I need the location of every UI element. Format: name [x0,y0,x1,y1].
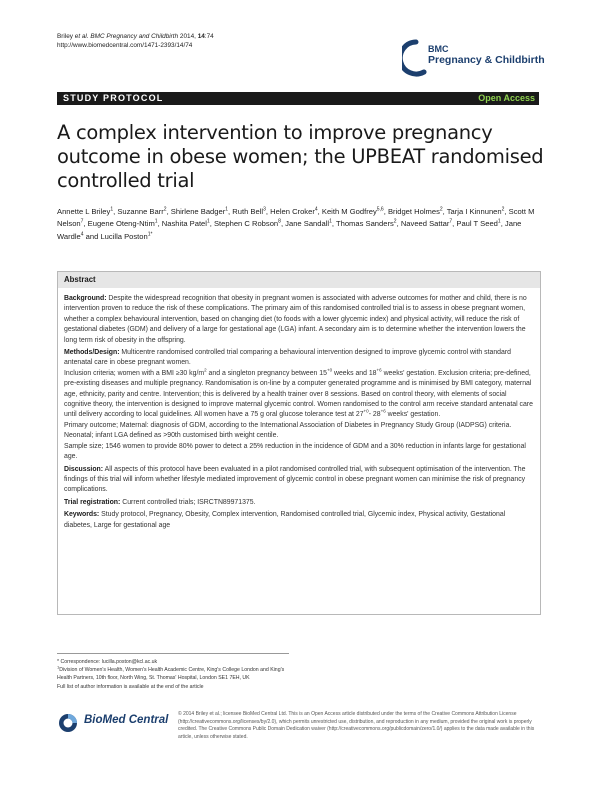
running-header [57,32,214,50]
citation-line [57,32,214,41]
journal-name-bmc: BMC [428,44,449,54]
author-name: Nashita Patel [161,219,207,229]
inclusion-text-d: weeks' gestation. Exclusion criteria; pre-defined, pre-existing diseases and multiple pregnancy. Randomisation is on-line by a computer generated programme and is minimised by BMI category, maternal age, ethnicity, parity and centre. Intervention; this is delivered by a health trainer over 8 sessions. Based on control theory, with elements of social cognitive theory, the intervention is designed to improve maternal glycemic control. Women randomised to the control arm receive standard antenatal care until delivery according to local guidelines. All women have a 75 g oral glucose tolerance test at 27 [64,369,533,419]
publisher-name: BioMed Central [84,714,169,726]
article-type: STUDY PROTOCOL [63,93,164,103]
journal-name [428,44,545,67]
author-name: Stephen C Robson [213,219,279,229]
affiliation-sup: 1 [57,664,60,670]
abstract-sample-size: Sample size; 1546 women to provide 80% power to detect a 25% reduction in the incidence of GDM and a 30% reduction in infants large for gestational age. [64,442,526,461]
author-affiliation-sup: 2 [439,206,443,213]
discussion-text: All aspects of this protocol have been evaluated in a pilot randomised controlled trial, with subsequent optimisation of the intervention. The findings of this trial will inform whether lifestyle mediated improvement of glycemic control in obese pregnant women can minimise the risk of pregnancy complications. [64,465,526,494]
author-affiliation-sup: 3 [263,206,266,213]
inclusion-sup: +0 [363,409,369,415]
author-name: Keith M Godfrey [321,207,377,216]
inclusion-text-f: weeks' gestation. [385,411,441,419]
author-affiliation-sup: 7 [449,218,453,225]
author-affiliation-sup: 5,6 [376,206,384,213]
author-name: Shirlene Badger [170,207,226,216]
author-name: Lucilla Poston [100,231,148,241]
keywords-text: Study protocol, Pregnancy, Obesity, Complex intervention, Randomised controlled trial, Glycemic index, Physical activity, Gestational diabetes, Large for gestational age [64,511,506,529]
abstract-discussion [64,465,534,496]
author-name: Helen Croker [270,207,315,216]
trial-text: Current controlled trials; ISRCTN89971375. [120,498,256,506]
author-affiliation-sup: 4 [80,231,84,238]
abstract-body [64,294,534,533]
abstract-heading: Abstract [64,275,96,284]
inclusion-sup: +0 [326,367,333,373]
author-affiliation-sup: 1 [497,218,501,225]
author-name: Paul T Seed [456,219,498,229]
abstract-box [57,271,541,615]
keywords-label: Keywords: [64,511,100,519]
abstract-background [64,294,534,346]
author-name: Tarja I Kinnunen [446,207,502,216]
full-list-note: Full list of author information is available at the end of the article [57,683,204,690]
footnote [57,658,297,691]
author-affiliation-sup: 1 [329,218,332,225]
methods-text: Multicentre randomised controlled trial comparing a behavioural intervention designed to improve glycemic control with standard antenatal care in obese pregnant women. [64,349,511,367]
author-name: Thomas Sanders [335,219,394,229]
author-name: Jane Sandall [285,219,330,229]
citation-journal: et al. BMC Pregnancy and Childbirth [74,33,179,40]
author-name: Naveed Sattar [400,219,450,229]
inclusion-text-a: Inclusion criteria; women with a BMI ≥30 kg/m [64,369,205,377]
abstract-keywords [64,510,534,531]
article-title: A complex intervention to improve pregnancy outcome in obese women; the UPBEAT randomised controlled trial [57,121,544,192]
footnote-divider [57,653,289,654]
author-affiliation-sup: 1 [225,206,229,213]
correspondence-email[interactable]: * Correspondence: lucilla.poston@kcl.ac.uk [57,659,158,665]
author-name: Scott M Nelson [57,207,535,229]
citation-authors: Briley [57,33,75,40]
abstract-trial-registration [64,498,534,508]
author-affiliation-sup: 1 [154,218,158,225]
citation-year: 2014, [178,33,198,40]
open-access-badge: Open Access [478,93,535,103]
inclusion-sup: +6 [380,409,386,415]
affiliation-text: Division of Women's Health, Women's Health Academic Centre, King's College London and King's Health Partners, 10th floor, North Wing, St. Thomas' Hospital, London SE1 7EH, UK [57,667,285,682]
section-banner [57,92,539,105]
background-label: Background: [64,295,107,302]
inclusion-sup: 2 [204,367,207,373]
author-affiliation-sup: 4 [314,206,318,213]
author-list: Annette L Briley$^1$, Suzanne Barr$^2$, Shirlene Badger$^1$, Ruth Bell$^3$, Helen Croker$^4$, Keith M Godfrey$^{5,6}$, Bridget Holmes$^2$, Tarja I Kinnunen$^2$, Scott M Nelson$^7$, Eugene Oteng-Ntim$^1$, Nashita Patel$^1$, Stephen C Robson$^8$, Jane Sandall$^1$, Thomas Sanders$^2$, Naveed Sattar$^7$, Paul T Seed$^1$, Jane Wardle$^4$ and Lucilla Poston$^{1*}$ [57,206,535,241]
author-affiliation-sup: 2 [163,206,167,213]
author-affiliation-sup: 8 [278,218,281,225]
abstract-header [58,272,540,288]
author-affiliation-sup: 2 [393,218,397,225]
trial-label: Trial registration: [64,498,121,506]
abstract-methods [64,348,534,369]
methods-label: Methods/Design: [64,349,120,357]
author-affiliation-sup: 1 [206,218,210,225]
author-name: Bridget Holmes [387,207,440,216]
author-affiliation-sup: 1 [110,206,114,213]
author-affiliation-sup: 2 [501,206,505,213]
author-name: Ruth Bell [232,207,264,216]
author-name: Eugene Oteng-Ntim [87,219,155,229]
author-affiliation-sup: 7 [80,218,84,225]
affiliation [57,666,297,682]
discussion-label: Discussion: [64,465,104,473]
author-affiliation-sup: 1* [147,231,153,238]
inclusion-text-c: weeks and 18 [332,369,377,377]
inclusion-text-e: - 28 [368,411,381,419]
inclusion-text-b: and a singleton pregnancy between 15 [206,369,327,377]
citation-page: :74 [204,33,214,40]
abstract-primary-outcome: Primary outcome; Maternal: diagnosis of GDM, according to the International Association of Diabetes in Pregnancy Study Group (IADPSG) criteria. Neonatal; infant LGA defined as >90th customised birth weight centile. [64,421,512,440]
license-text: © 2014 Briley et al.; licensee BioMed Central Ltd. This is an Open Access article distributed under the terms of the Creative Commons Attribution License (http://creativecommons.org/licenses/by/2.0), which permits unrestricted use, distribution, and reproduction in any medium, provided the original work is properly credited. The Creative Commons Public Domain Dedication waiver (http://creativecommons.org/publicdomain/zero/1.0/) applies to the data made available in this article, unless otherwise stated. [178,711,535,740]
article-url[interactable]: http://www.biomedcentral.com/1471-2393/14/74 [57,42,193,49]
abstract-inclusion [64,369,534,421]
author-name: Jane Wardle [57,219,522,241]
inclusion-sup: +6 [376,367,382,373]
citation-volume: 14 [197,33,205,40]
author-name: Annette L Briley [57,207,111,216]
journal-name-title: Pregnancy & Childbirth [428,54,545,66]
author-name: Suzanne Barr [117,207,164,216]
background-text: Despite the widespread recognition that obesity in pregnant women is associated with adverse outcomes for mother and child, there is no intervention proven to reduce the risk of these complications. The primary aim of this randomised controlled trial is to assess in obese pregnant women, whether a complex behavioural intervention, based on changing diet (to foods with a lower glycemic index) and physical activity, will reduce the risk of gestational diabetes (GDM) and delivery of a large for gestational age (LGA) infant. A secondary aim is to determine whether the intervention lowers the long term risk of obesity in the offspring. [64,295,527,344]
